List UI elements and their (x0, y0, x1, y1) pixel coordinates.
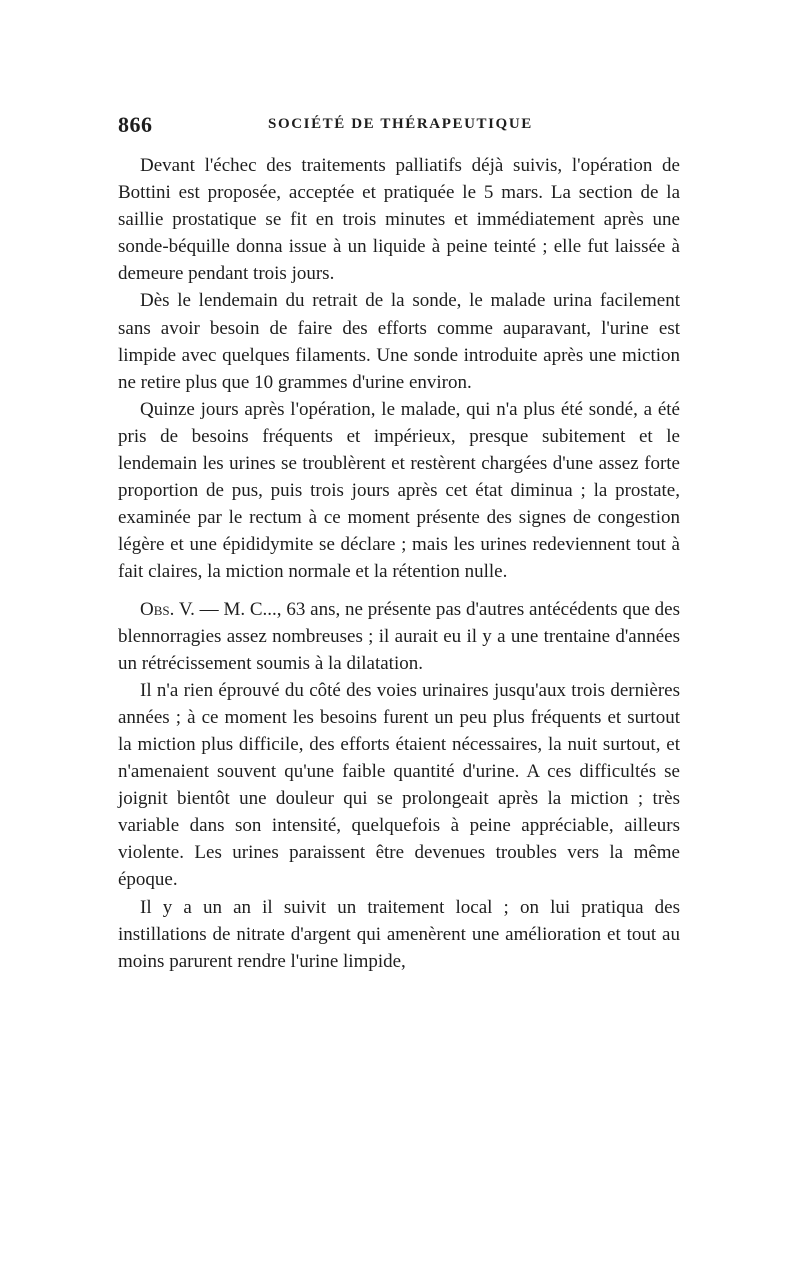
paragraph-6: Il y a un an il suivit un traitement local ; on lui pratiqua des instillations de nitrate d'argent qui amenèrent une amélioration et tout au moins parurent rendre l'urine limpide, (118, 896, 680, 972)
paragraph-2: Dès le lendemain du retrait de la sonde, le malade urina facilement sans avoir besoin de faire des efforts comme auparavant, l'urine est limpide avec quelques filaments. Une sonde introduite après une miction ne retire plus que 10 grammes d'urine environ. (118, 290, 680, 393)
paragraph-3: Quinze jours après l'opération, le malade, qui n'a plus été sondé, a été pris de besoins fréquents et impérieux, presque subitement et le lendemain les urines se troublèrent et restèrent chargées d'une assez forte proportion de pus, puis trois jours après cet état diminua ; la prostate, examinée par le rectum à ce moment présente des signes de congestion légère et une épididymite se déclare ; mais les urines redeviennent tout à fait claires, la miction normale et la rétention nulle. (118, 398, 680, 583)
paragraph-observation (118, 596, 680, 677)
body-text (118, 152, 680, 975)
page-header (118, 112, 680, 140)
page-number: 866 (118, 112, 153, 137)
observation-label: Obs. V. (140, 598, 195, 620)
running-head: SOCIÉTÉ DE THÉRAPEUTIQUE (268, 116, 533, 132)
observation-text: — M. C..., 63 ans, ne présente pas d'autres antécédents que des blennorragies assez nombreuses ; il aurait eu il y a une trentaine d'années un rétrécissement soumis à la dilatation. (118, 598, 680, 674)
paragraph-5: Il n'a rien éprouvé du côté des voies urinaires jusqu'aux trois dernières années ; à ce moment les besoins furent un peu plus fréquents et surtout la miction plus difficile, des efforts étaient nécessaires, la nuit surtout, et n'amenaient souvent qu'une faible quantité d'urine. A ces difficultés se joignit bientôt une douleur qui se prolongeait après la miction ; très variable dans son intensité, quelquefois à peine appréciable, ailleurs violente. Les urines paraissent être devenues troubles vers la même époque. (118, 679, 680, 891)
paragraph-1: Devant l'échec des traitements palliatifs déjà suivis, l'opération de Bottini est proposée, acceptée et pratiquée le 5 mars. La section de la saillie prostatique se fit en trois minutes et immédiatement après une sonde-béquille donna issue à un liquide à peine teinté ; elle fut laissée à demeure pendant trois jours. (118, 155, 680, 285)
